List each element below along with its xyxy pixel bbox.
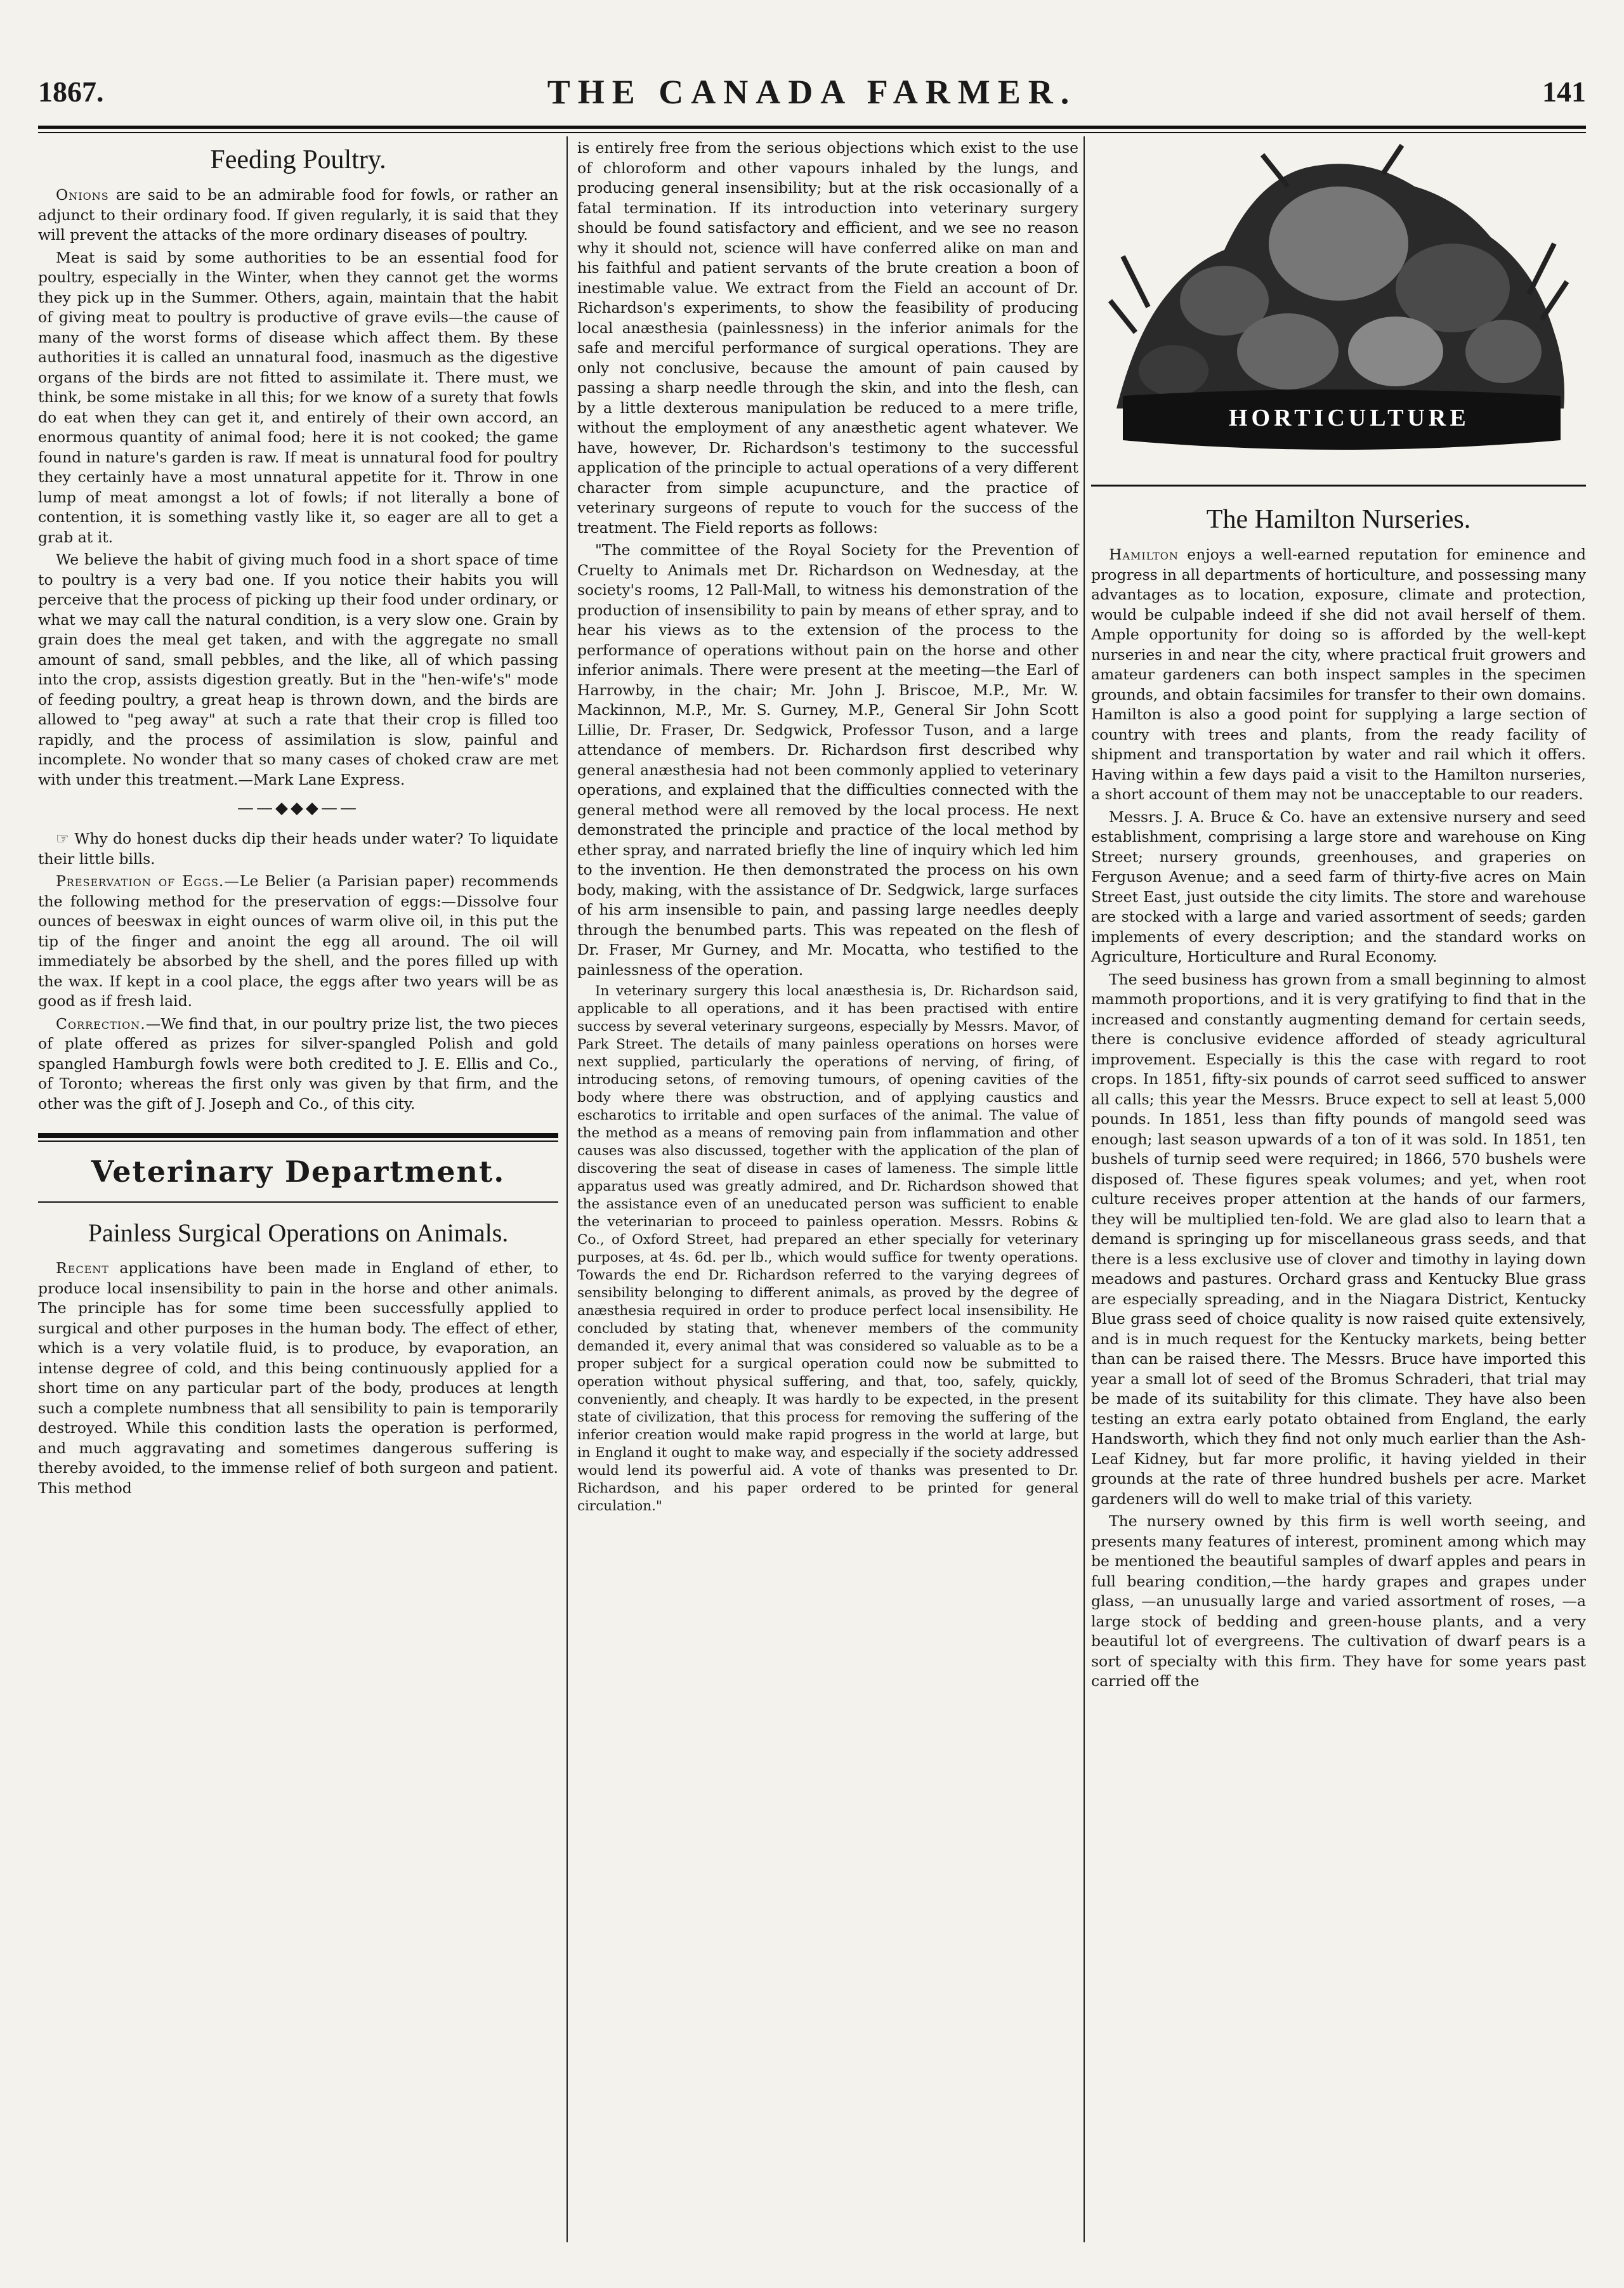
paragraph-quote: In veterinary surgery this local anæsthesia is, Dr. Richardson said, applicable to all operations, and it has been practised with entire success by several veterinary surgeons, especially by Messrs. Mavor, of Park Street. The details of many painless operations on horses were next supplied, particularly the operations of nerving, of firing, of introducing setons, of removing tumours, of opening cavities of the body where there was obstruction, and of applying caustics and escharotics to irritable and open surfaces of the animal. The value of the method as a means of removing pain from inflammation and other causes was also discussed, together with the application of the plan of discovering the seat of disease in cases of lameness. The simple little apparatus used was greatly admired, and Dr. Richardson showed that the assistance even of an uneducated person was sufficient to enable the veterinarian to proceed to painless operation. Messrs. Robins & Co., of Oxford Street, had prepared an ether specially for veterinary purposes, at 4s. 6d. per lb., which would suffice for twenty operations. Towards the end Dr. Richardson referred to the varying degrees of sensibility belonging to different animals, as proved by the degree of anæsthesia required in order to produce perfect local insensibility. He concluded by stating that, whenever members of the community demanded it, every animal that was considered so valuable as to be a proper subject for a surgical operation could now be submitted to operation without physical suffering, and that, too, safely, quickly, conveniently, and cheaply. It was hardly to be expected, in the present state of civilization, that this process for removing the suffering of the inferior creation would make rapid progress in the world at large, but in England it ought to make way, and especially if the society addressed would lend its powerful aid. A vote of thanks was presented to Dr. Richardson, and his paper ordered to be printed for general circulation." [577,983,1078,1514]
column-divider [1084,136,1085,2242]
lead-word: Correction. [56,1014,146,1033]
masthead-rule-thin [38,132,1586,133]
section-rule-thin [38,1141,558,1142]
paragraph: Messrs. J. A. Bruce & Co. have an extensive nursery and seed establishment, comprising a large store and warehouse on King Street; nursery grounds, greenhouses, and graperies on Ferguson Avenue; and a seed farm of thirty-five acres on Main Street East, just outside the city limits. The store and warehouse are stocked with a large and varied assortment of seeds; garden implements of every description; and the standard works on Agriculture, Horticulture and Rural Economy. [1091,807,1586,965]
paragraph-text: enjoys a well-earned reputation for eminence and progress in all departments of horticulture, and possessing many advantages as to location, exposure, climate and protection, would be culpable indeed if she did not avail herself of them. Ample opportunity for doing so is afforded by the well-kept nurseries in and near the city, where practical fruit growers and amateur gardeners can both inspect samples in the specimen grounds, and obtain facsimiles for transfer to their own domains. Hamilton is also a good point for supplying a large section of country with trees and plants, from the ready facility of shipment and transportation by water and rail which it offers. Having within a few days paid a visit to the Hamilton nurseries, a short account of them may not be unacceptable to our readers. [1091,546,1586,803]
horticulture-banner [1097,142,1580,472]
paragraph-text: Le Belier (a Parisian paper) recommends the following method for the preservation of eggs:—Dissolve four ounces of beeswax in eight ounces of warm olive oil, in this put the tip of the finger and anoint the egg all around. The oil will immediately be absorbed by the shell, and the pores filled up with the wax. If kept in a cool place, the eggs after two years will be as good as if fresh laid. [38,872,558,1010]
section-rule [1091,485,1586,487]
lead-word: Onions [56,186,109,204]
paragraph: The nursery owned by this firm is well worth seeing, and presents many features of interest, prominent among which may be mentioned the beautiful samples of dwarf apples and pears in full bearing condition,—the hardy grapes and grapes under glass, —an unusually large and varied assortment of roses, —a large stock of bedding and green-house plants, and a very beautiful lot of evergreens. The cultivation of dwarf pears is a sort of specialty with this firm. They have for some years past carried off the [1091,1512,1586,1690]
column-1 [38,138,558,1501]
paragraph [38,1258,558,1498]
paragraph-eggs [38,872,558,1012]
paragraph: Meat is said by some authorities to be an essential food for poultry, especially in the Winter, when they cannot get the worms they pick up in the Summer. Others, again, maintain that the habit of giving meat to poultry is productive of grave evils—the cause of many of the worst forms of disease which affect them. By these authorities it is called an unnatural food, inasmuch as the digestive organs of the birds are not fitted to assimilate it. There must, we think, be some mistake in all this; for we know of a surety that fowls do eat when they can get it, and entirely of their own accord, an enormous quantity of animal food; here it is not cooked; the game found in nature's garden is raw. If meat is unnatural food for poultry they certainly have a most unnatural appetite for it. Throw in one lump of meat amongst a lot of fowls; if not literally a bone of contention, it is something vastly like it, so eager are all to get a grab at it. [38,248,558,546]
paragraph: is entirely free from the serious objections which exist to the use of chloroform and other vapours inhaled by the lungs, and producing general insensibility; but at the risk occasionally of a fatal termination. If its introduction into veterinary surgery should be found satisfactory and efficient, and we see no reason why it should not, science will have conferred alike on man and his faithful and patient servants of the brute creation a boon of inestimable value. We extract from the Field an account of Dr. Richardson's experiments, to show the feasibility of producing local anæsthesia (painlessness) in the inferior animals for the safe and merciful performance of surgical operations. They are only not conclusive, because the amount of pain caused by passing a sharp needle through the skin, and into the flesh, can by a little dexterous manipulation be reduced to a mere trifle, without the employment of any anæsthetic agent whatever. We have, however, Dr. Richardson's testimony to the successful application of the principle to actual operations of a very different character from simple acupuncture, and the practice of veterinary surgeons of repute to vouch for the success of the treatment. The Field reports as follows: [577,139,1078,537]
article-title-painless: Painless Surgical Operations on Animals. [88,1219,509,1247]
lead-word: Hamilton [1109,546,1179,563]
article-painless-continued [577,138,1078,1515]
paragraph: The seed business has grown from a small beginning to almost mammoth proportions, and it is very gratifying to find that in the increased and constantly augmenting demand for certain seeds, there is conclusive evidence afforded of steady agricultural improvement. Especially is this the case with regard to root crops. In 1851, fifty-six pounds of carrot seed sufficed to answer all calls; this year the Messrs. Bruce expect to sell at least 5,000 pounds. In 1851, less than fifty pounds of mangold seed was enough; last season upwards of a ton of it was sold. In 1851, ten bushels of turnip seed were required; in 1866, 570 bushels were disposed of. These figures speak volumes; and yet, when root culture receives proper attention at the hands of our farmers, they will be multiplied ten-fold. We are glad also to learn that a demand is springing up for miscellaneous grass seeds, and that there is a less exclusive use of clover and timothy in laying down meadows and pastures. Orchard grass and Kentucky Blue grass are especially spreading, and in the Niagara District, Kentucky Blue grass seed of choice quality is now raised quite extensively, and is in much request for the Kentucky markets, being better than can be raised there. The Messrs. Bruce have imported this year a small lot of seed of the Bromus Schraderi, that trial may be made of its suitability for this climate. They have also been testing an extra early potato obtained from England, the early Handsworth, which they find not only much earlier than the Ash-Leaf Kidney, but far more prolific, it having yielded in their grounds at the rate of three hundred bushels per acre. Market gardeners will do well to make trial of this variety. [1091,970,1586,1508]
pointing-hand-icon: ☞ [56,830,75,847]
paragraph-text: —We find that, in our poultry prize list, the two pieces of plate offered as prizes for silver-spangled Polish and gold spangled Hamburgh fowls were both credited to J. E. Ellis and Co., of Toronto; whereas the first only was given by that firm, and the other was the gift of J. Joseph and Co., of this city. [38,1014,558,1113]
ornament-divider: ——◆◆◆—— [237,799,359,818]
column-divider [566,136,568,2242]
banner-word: HORTICULTURE [1218,401,1481,435]
paragraph-ducks [38,829,558,869]
article-title-feeding-poultry: Feeding Poultry. [210,145,386,174]
section-rule [38,1133,558,1138]
paragraph-text: are said to be an admirable food for fowls, or rather an adjunct to their ordinary food. If given regularly, it is said that they will prevent the attacks of the more ordinary diseases of poultry. [38,186,558,244]
article-hamilton [1091,545,1586,1692]
paragraph-quote: "The committee of the Royal Society for the Prevention of Cruelty to Animals met Dr. Richardson on Wednesday, at the society's rooms, 12 Pall-Mall, to witness his demonstration of the production of insensibility to pain by means of ether spray, and to hear his views as to the extension of the process to the performance of operations without pain on the horse and other inferior animals. There were present at the meeting—the Earl of Harrowby, in the chair; Mr. John J. Briscoe, M.P., Mr. W. Mackinnon, M.P., Mr. S. Gurney, M.P., General Sir John Scott Lillie, Dr. Fraser, Dr. Sedgwick, Professor Tuson, and a large attendance of members. Dr. Richardson first described why general anæsthesia had not been commonly applied to veterinary operations, and explained that the difficulties connected with the general method were all removed by the local process. He next demonstrated the principle and practice of the local method by ether spray, and narrated briefly the line of inquiry which led him to the invention. He then demonstrated the process on his own body, making, with the assistance of Dr. Sedgwick, large surfaces of his arm insensible to pain, and passing large needles deeply through the benumbed parts. This was repeated on the flesh of Dr. Fraser, Mr Gurney, and Mr. Mocatta, who testified to the painlessness of the operation. [577,541,1078,979]
article-painless [38,1258,558,1498]
lead-word: Preservation of Eggs.— [56,872,240,890]
column-3 [1091,138,1586,1694]
section-rule [38,1201,558,1203]
paragraph [38,185,558,245]
paragraph: We believe the habit of giving much food in a short space of time to poultry is a very bad one. If you notice their habits you will perceive that the process of picking up their food under ordinary, or what we may call the natural condition, is a very slow one. Grain by grain does the meal get taken, and with the aggregate no small amount of sand, small pebbles, and the like, all of which passing into the crop, assists digestion greatly. But in the "hen-wife's" mode of feeding poultry, a great heap is thrown down, and the birds are allowed to "peg away" at such a rate that their crop is filled too rapidly, and the process of assimilation is slow, painful and incomplete. No wonder that so many cases of choked craw are met with under this treatment.—Mark Lane Express. [38,551,558,788]
paragraph-text: Why do honest ducks dip their heads under water? To liquidate their little bills. [38,830,558,868]
article-title-hamilton: The Hamilton Nurseries. [1206,505,1471,534]
paragraph-correction [38,1014,558,1115]
masthead [38,70,1586,121]
lead-word: Recent [56,1259,109,1277]
paragraph [1091,545,1586,805]
masthead-title: THE CANADA FARMER. [547,73,1077,111]
short-items [38,829,558,1114]
article-feeding-poultry [38,185,558,790]
section-heading-veterinary: Veterinary Department. [91,1154,506,1189]
column-2 [577,138,1078,1518]
page-number: 141 [1542,75,1586,108]
paragraph-text: applications have been made in England of ether, to produce local insensibility to pain in the horse and other animals. The principle has for some time been successfully applied to surgical and other purposes in the human body. The effect of ether, which is a very volatile fluid, is to produce, by evaporation, an intense degree of cold, and this being continuously applied for a short time on any particular part of the body, produces at length such a complete numbness that all sensibility to pain is temporarily destroyed. While this condition lasts the operation is performed, and much aggravating and sometimes dangerous suffering is thereby avoided, to the immense relief of both surgeon and patient. This method [38,1259,558,1497]
masthead-rule [38,126,1586,129]
masthead-year: 1867. [38,75,104,108]
